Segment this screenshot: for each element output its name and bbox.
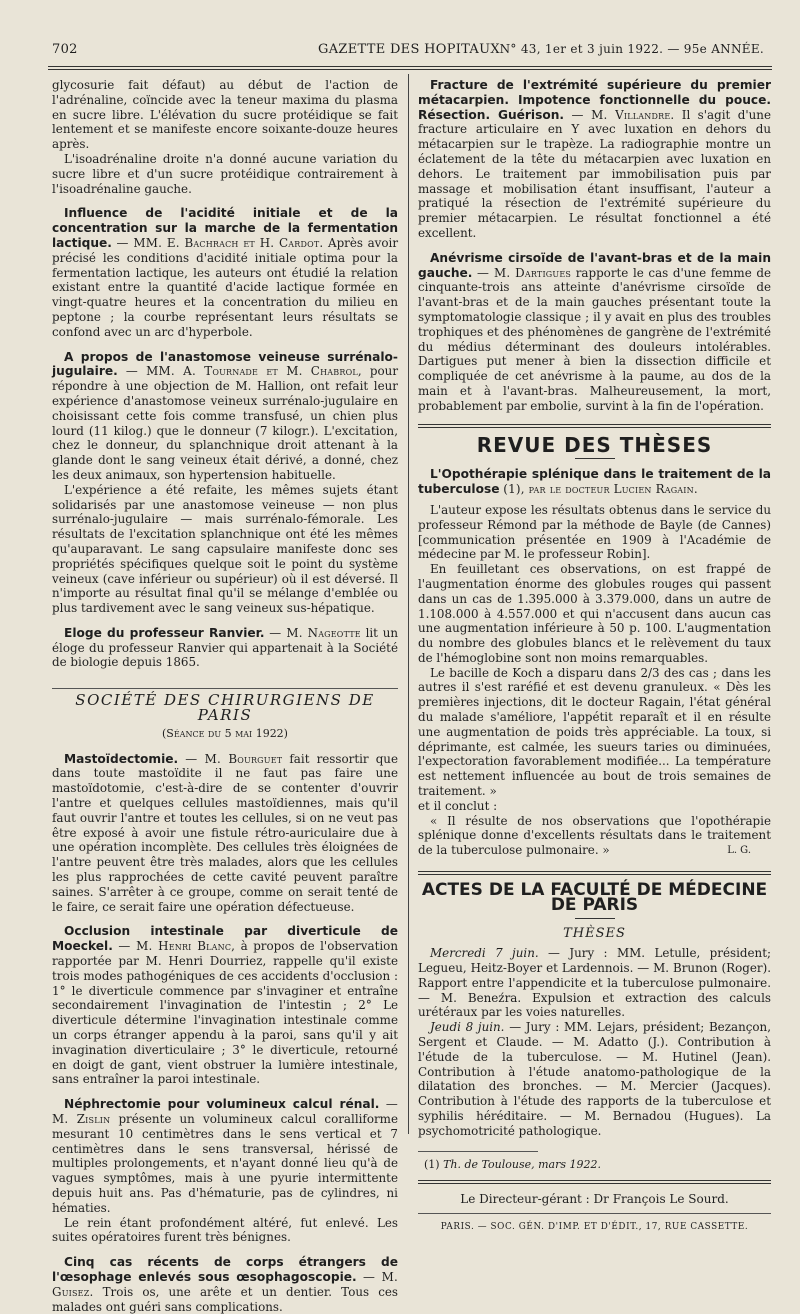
article-text: Il s'agit d'une fracture articulaire en Y avec luxation en dehors du métacarpien sur le trapèze. La radiographie montre un éclatement de la tête du métacarpien avec luxation en dehors. Le traitement par immobilisation puis par massage et mobilisation étant insuffisant, l'auteur a pratiqué la résection de l'extrémité supérieure du premier métacarpien. Le résultat fonctionnel a été excellent. (418, 107, 771, 240)
jury-text: — Jury : MM. Letulle, président; Legueu, Heitz-Boyer et Lardennois. — M. Brunon (Roger). Rapport entre l'appendicite et la tuberculose pulmonaire. — M. Beneźra. Expulsion et extraction des calculs urétéraux par les voies naturelles. (418, 946, 772, 1020)
article-eloge (52, 626, 398, 670)
article-influence (52, 206, 398, 339)
article-title: Cinq cas récents de corps étrangers de l'œsophage enlevés sous œsophagoscopie. (52, 1255, 398, 1284)
article-corps-etrangers (52, 1255, 398, 1314)
signature: L. G. (727, 845, 751, 857)
article-authors: — MM. E. Bachrach et H. Cardot. (116, 235, 324, 250)
footnote (418, 1158, 771, 1173)
journal-title: GAZETTE DES HOPITAUX (318, 42, 500, 57)
header-rule (48, 66, 772, 67)
footnote-text: Th. de Toulouse, mars 1922. (443, 1157, 601, 1171)
article-authors: — M. Nageotte (269, 625, 361, 640)
jury-date: Jeudi 8 juin. (430, 1020, 505, 1035)
session-date: (Séance du 5 mai 1922) (162, 726, 288, 740)
printer-line: PARIS. — SOC. GÉN. D'IMP. ET D'ÉDIT., 17, RUE CASSETTE. (440, 1222, 749, 1233)
paragraph: L'auteur expose les résultats obtenus dans le service du professeur Rémond par la méthode de Bayle (de Cannes) [communication présentée en 1909 à l'Académie de médecine par M. le professeur Robin]. (418, 502, 771, 562)
article-title: Mastoïdectomie. (64, 751, 179, 766)
article-title: Influence de l'acidité initiale et de la concentration sur la marche de la fermentation lactique. (52, 206, 398, 250)
right-column (418, 78, 771, 1235)
article-nephrectomie (52, 1097, 398, 1215)
paragraph: « Il résulte de nos observations que l'opothérapie splénique donne d'excellents résultats dans le traitement de la tuberculose pulmonaire. » (418, 813, 771, 858)
issue-info: N° 43, 1er et 3 juin 1922. — 95e ANNÉE. (499, 42, 764, 56)
article-anastomose (52, 350, 398, 483)
article-authors: — M. Guisez. (52, 1269, 398, 1299)
paragraph: En feuilletant ces observations, on est frappé de l'augmentation énorme des globules rouges qui passent dans un cas de 1.395.000 à 3.379.000, dans un autre de 1.108.000 à 4.557.000 et qui n'accusent dans aucun cas une augmentation inférieure à 50 p. 100. L'augmentation du nombre des globules blancs et le relèvement du taux de l'hémoglobine sont non moins remarquables. (418, 562, 771, 665)
header-rule-thin (48, 69, 772, 70)
paragraph: L'expérience a été refaite, les mêmes sujets étant solidarisés par une anastomose veineuse — non plus surrénalo-jugulaire — mais surrénalo-fémorale. Les résultats de l'excitation splanchnique ont été les mêmes qu'auparavant. Le sang capsulaire manifeste donc ses propriétés spécifiques quelque soit le point du système veineux (cave inférieur ou supérieur) où il est déversé. Il n'importe au résultat final qu'il se mélange d'emblée ou plus tardivement avec le sang veineux sus-hépatique. (52, 482, 398, 616)
article-title: Anévrisme cirsoïde de l'avant-bras et de la main gauche. (418, 250, 771, 280)
article-anevrisme (418, 251, 771, 414)
paragraph: Le rein étant profondément altéré, fut enlevé. Les suites opératoires furent très bénignes. (52, 1215, 398, 1245)
article-authors: — M. Bourguet (185, 751, 283, 766)
article-fracture (418, 78, 771, 241)
article-authors: — M. Villandre. (571, 107, 675, 122)
paragraph: Le bacille de Koch a disparu dans 2/3 des cas ; dans les autres il s'est raréfié et est devenu granuleux. « Dès les premières injections, dit le docteur Ragain, l'état général du malade s'améliore, l'appétit reparaît et il en résulte une augmentation de poids très appréciable. La toux, si déprimante, est calmée, les sueurs taries ou diminuées, l'expectoration favorablement modifiée... La température est nettement influencée au bout de trois semaines de traitement. » (418, 665, 771, 799)
jury-date: Mercredi 7 juin. (430, 946, 539, 961)
footnote-mark: (1) (424, 1157, 440, 1171)
article-text: présente un volumineux calcul coralliforme mesurant 10 centimètres dans le sens vertical et 7 centimètres dans le sens transversal, hérissé de multiples prolongements, et n'ayant donné lieu qu'à de vagues symptômes, mais à une pyurie intermittente depuis huit ans. Pas d'hématurie, pas de cylindres, ni hématies. (52, 1112, 398, 1215)
jury-text: — Jury : MM. Lejars, président; Bezançon, Sergent et Claude. — M. Adatto (J.). Contribution à l'étude de la tuberculose. — M. Hutinel (Jean). Contribution à l'étude anatomo-pathologique de la dilatation des bronches. — M. Mercier (Jacques). Contribution à l'étude des rapports de la tuberculose et syphilis héréditaire. — M. Bernadou (Hugues). La psychomotricité pathologique. (418, 1020, 771, 1138)
article-title: L'Opothérapie splénique dans le traitement de la tuberculose (418, 467, 771, 497)
article-text: à propos de l'observation rapportée par M. Henri Dourriez, rappelle qu'il existe trois modes pathogéniques de ces accidents d'occlusion : 1° le diverticule commence par s'invaginer et entraîne secondairement l'invagination de l'intestin ; 2° Le diverticule détermine l'invagination intestinale comme un corps étranger appendu à la paroi, sans qu'il y ait invagination diverticulaire ; 3° le diverticule, retourné en doigt de gant, vient obstruer la lumière intestinale, sans entraîner la paroi intestinale. (52, 939, 398, 1087)
article-occlusion (52, 924, 398, 1087)
thesis-review-title (418, 467, 771, 497)
article-text: fait ressortir que dans toute mastoïdite il ne faut pas faire une mastoïdotomie, c'est-à-dire de se contenter d'ouvrir l'antre et quelques cellules mastoïdiennes, mais qu'il faut ouvrir l'antre et toutes les cellules, si on ne veut pas être exposé à avoir une fistule rétro-auriculaire due à une opération incomplète. Des cellules très éloignées de l'antre peuvent être très malades, alors que les cellules les plus rapprochées de cette cavité peuvent paraître saines. S'arrêter à ce groupe, comme on serait tenté de le faire, ce serait faire une opération défectueuse. (52, 751, 399, 914)
article-mastoidectomie (52, 752, 398, 915)
article-reference: (1), par le docteur Lucien Ragain. (503, 482, 698, 497)
article-text: pour répondre à une objection de M. Hallion, ont refait leur expérience d'anastomose veineux surrénalo-jugulaire en choisissant cette fois comme transfusé, un chien plus lourd (11 kilog.) que le donneur (7 kilogr.). L'excitation, chez le donneur, du splanchnique droit attenant à la glande dont le sang veineux était dérivé, a donné, chez les deux animaux, son hypertension habituelle. (52, 364, 399, 482)
article-text: rapporte le cas d'une femme de cinquante-trois ans atteinte d'anévrisme cirsoïde de l'avant-bras et de la main gauches présentant toute la symptomatologie classique ; il y avait en plus des troubles trophiques et des phénomènes de gangrène de l'extrémité du médius déterminant des douleurs intolérables. Dartigues put mener à bien la dissection difficile et compliquée de cet anévrisme à la paume, au dos de la main et à l'avant-bras. Malheureusement, la mort, probablement par embolie, survint à la fin de l'opération. (418, 265, 772, 413)
article-authors: — MM. A. Tournade et M. Chabrol, (125, 364, 362, 379)
article-text: Trois os, une arête et un dentier. Tous ces malades ont guéri sans complications. (52, 1284, 399, 1314)
left-column (52, 78, 398, 1314)
running-header (44, 42, 774, 60)
jury-entry (418, 1020, 771, 1138)
jury-entry (418, 946, 771, 1020)
article-title: Eloge du professeur Ranvier. (64, 625, 265, 640)
page-number: 702 (52, 42, 78, 57)
article-title: A propos de l'anastomose veineuse surrénalo-jugulaire. (52, 349, 398, 379)
article-title: Néphrectomie pour volumineux calcul rénal. (64, 1097, 380, 1112)
paragraph: et il conclut : (418, 798, 498, 813)
article-authors: — M. Zislin (52, 1097, 398, 1126)
society-title: SOCIÉTÉ DES CHIRURGIENS DE PARIS (75, 691, 375, 725)
paragraph: glycosurie fait défaut) au début de l'action de l'adrénaline, coïncide avec la teneur maxima du plasma en sucre libre. L'élévation du sucre protéidique se fait lentement et se manifeste encore soixante-douze heures après. (52, 78, 398, 152)
section-title-actes: ACTES DE LA FACULTÉ DE MÉDECINE DE PARIS (421, 879, 768, 915)
theses-label: THÈSES (563, 926, 626, 942)
article-title: Fracture de l'extrémité supérieure du premier métacarpien. Impotence fonctionnelle du pouce. Résection. Guérison. (418, 78, 771, 122)
article-title: Occlusion intestinale par diverticule de Moeckel. (52, 924, 398, 954)
column-divider (408, 74, 409, 1134)
section-title-revue: REVUE DES THÈSES (476, 432, 713, 457)
director-line: Le Directeur-gérant : Dr François Le Sourd. (460, 1192, 729, 1207)
article-authors: — M. Dartigues (477, 265, 572, 280)
article-text: lit un éloge du professeur Ranvier qui appartenait à la Société de biologie depuis 1865. (52, 625, 399, 670)
paragraph: L'isoadrénaline droite n'a donné aucune variation du sucre libre et d'un sucre protéidique contrairement à l'isoadrénaline gauche. (52, 151, 398, 196)
article-text: Après avoir précisé les conditions d'acidité initiale optima pour la fermentation lactique, les auteurs ont étudié la relation existant entre la quantité d'acide lactique formée en vingt-quatre heures et la concentration du milieu en peptone ; la courbe représentant leurs résultats se confond avec un arc d'hyperbole. (52, 235, 399, 339)
article-authors: — M. Henri Blanc, (118, 939, 236, 954)
